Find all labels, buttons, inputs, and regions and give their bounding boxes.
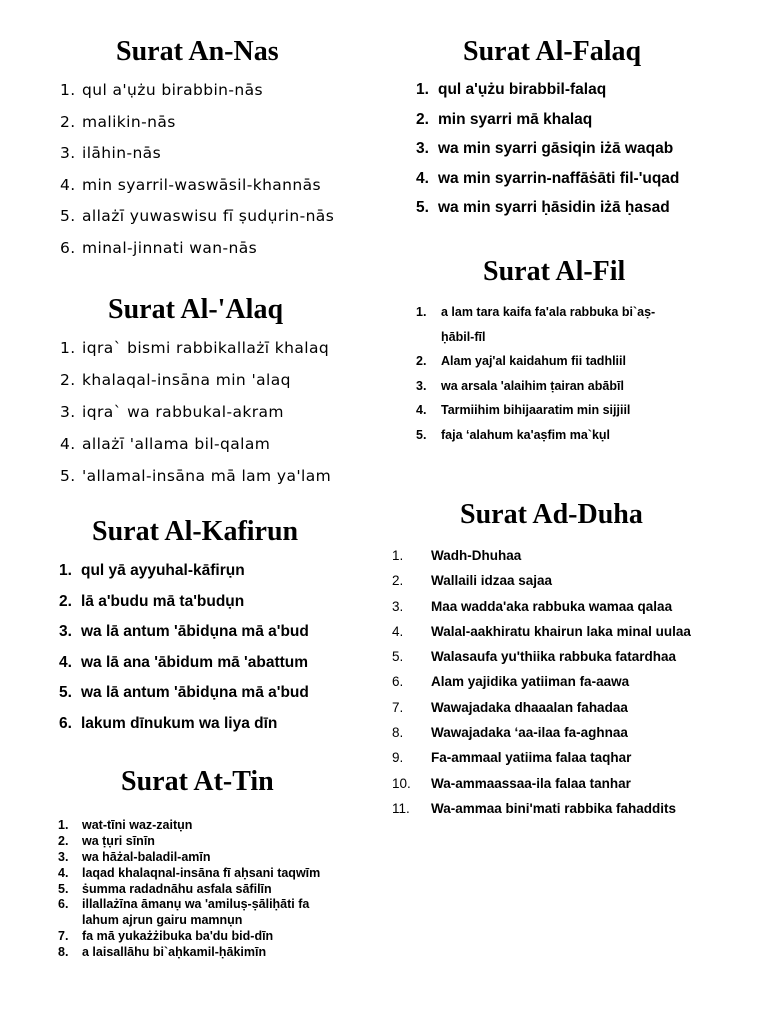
verse-list	[416, 305, 762, 453]
verse-number: 5.	[58, 881, 69, 896]
verse-number	[58, 913, 82, 929]
verse-item	[58, 866, 388, 882]
verse-item	[416, 354, 762, 379]
verse-number: 6.	[392, 674, 404, 690]
verse-text: khalaqal-insāna min 'alaq	[82, 371, 291, 389]
verse-number: 4.	[416, 403, 427, 418]
verse-number: 5.	[392, 649, 404, 665]
verse-item	[58, 850, 388, 866]
verse-item	[416, 170, 762, 200]
verse-text: wa min syarri ḥāsidin iżā ḥasad	[438, 199, 670, 216]
verse-text: wa min syarri gāsiqin iżā waqab	[438, 140, 674, 157]
verse-text: wa lā antum 'ābidụna mā a'bud	[81, 623, 309, 641]
verse-number	[416, 330, 441, 355]
verse-number: 1.	[416, 81, 429, 98]
verse-number: 3.	[59, 623, 72, 641]
verse-list	[60, 81, 388, 271]
verse-text: ṡumma radadnāhu asfala sāfilīn	[82, 881, 272, 896]
verse-item	[60, 144, 388, 176]
verse-number: 8.	[392, 725, 404, 741]
verse-number: 5.	[416, 199, 429, 216]
surah-at-tin	[58, 766, 388, 961]
verse-item	[392, 674, 762, 699]
verse-text: iqra` bismi rabbikallażī khalaq	[82, 339, 330, 357]
verse-text: wa hāżal-baladil-amīn	[82, 849, 211, 864]
verse-number: 4.	[392, 623, 404, 639]
verse-text: Wawajadaka ‘aa-ilaa fa-aghnaa	[431, 725, 628, 741]
verse-text: lahum ajrun gairu mamnụn	[82, 913, 243, 928]
verse-text: Tarmiihim bihijaaratim min sijjiil	[441, 403, 631, 418]
verse-number: 9.	[392, 750, 404, 766]
verse-number: 1.	[59, 562, 72, 579]
verse-item	[392, 725, 762, 750]
verse-text: Wallaili idzaa sajaa	[431, 573, 553, 589]
verse-text: Maa wadda'aka rabbuka wamaa qalaa	[431, 598, 673, 614]
verse-text: qul yā ayyuhal-kāfirụn	[81, 562, 245, 579]
verse-text: wat-tīni waz-zaitụn	[82, 818, 193, 832]
verse-number: 4.	[59, 653, 72, 671]
verse-number: 2.	[59, 592, 72, 610]
verse-item	[392, 599, 762, 624]
verse-item	[416, 81, 762, 111]
surah-al-alaq	[58, 294, 388, 499]
verse-item	[416, 330, 762, 355]
verse-item	[416, 403, 762, 428]
verse-number: 4.	[60, 435, 76, 453]
verse-number: 1.	[416, 305, 427, 319]
verse-item	[59, 654, 388, 685]
verse-number: 1.	[58, 818, 69, 832]
verse-item	[416, 428, 762, 453]
surah-al-falaq	[390, 36, 762, 229]
verse-list	[416, 81, 762, 229]
surah-title: Surat At-Tin	[121, 766, 274, 797]
verse-text: Wadh-Dhuhaa	[431, 548, 522, 563]
verse-number: 1.	[60, 339, 76, 357]
verse-text: minal-jinnati wan-nās	[82, 238, 258, 257]
verse-list	[60, 339, 388, 499]
verse-number: 2.	[392, 573, 404, 589]
verse-text: illallażīna āmanụ wa 'amiluṣ-ṣāliḥāti fa	[82, 897, 310, 912]
verse-item	[392, 776, 762, 801]
surah-title: Surat Ad-Duha	[460, 499, 643, 530]
verse-item	[59, 562, 388, 593]
surah-title: Surat Al-Fil	[483, 256, 626, 287]
verse-item	[416, 140, 762, 170]
verse-text: laqad khalaqnal-insāna fī aḥsani taqwīm	[82, 865, 321, 880]
verse-text: ḥābil-fīl	[441, 329, 486, 344]
surah-title: Surat An-Nas	[116, 36, 279, 67]
verse-text: wa min syarrin-naffāṡāti fil-'uqad	[438, 169, 680, 187]
verse-text: iqra` wa rabbukal-akram	[82, 403, 284, 421]
verse-item	[416, 379, 762, 404]
verse-text: wa lā antum 'ābidụna mā a'bud	[81, 684, 309, 702]
verse-item	[60, 81, 388, 113]
verse-text: Wa-ammaassaa-ila falaa tanhar	[431, 775, 631, 791]
verse-number: 11.	[392, 800, 410, 816]
verse-number: 5.	[416, 427, 427, 442]
surah-ad-duha	[390, 499, 762, 826]
verse-text: min syarril-waswāsil-khannās	[82, 175, 322, 194]
verse-item	[416, 199, 762, 229]
verse-item	[60, 339, 388, 371]
verse-number: 8.	[58, 945, 69, 960]
verse-number: 2.	[416, 354, 427, 369]
verse-text: malikin-nās	[82, 112, 176, 131]
verse-number: 3.	[416, 140, 429, 157]
verse-text: wa ṭụri sīnīn	[82, 833, 155, 848]
verse-number: 3.	[60, 403, 76, 421]
verse-number: 5.	[60, 207, 76, 226]
verse-item	[60, 467, 388, 499]
verse-item	[58, 913, 388, 929]
verse-item	[59, 623, 388, 654]
verse-number: 5.	[59, 684, 72, 702]
verse-text: qul a'ụżu birabbil-falaq	[438, 81, 607, 98]
verse-text: Walasaufa yu'thiika rabbuka fatardhaa	[431, 649, 677, 665]
verse-item	[58, 834, 388, 850]
verse-text: Alam yajidika yatiiman fa-aawa	[431, 674, 630, 690]
verse-number: 2.	[60, 112, 76, 131]
verse-number: 5.	[60, 467, 76, 485]
verse-item	[60, 176, 388, 208]
verse-item	[392, 649, 762, 674]
verse-number: 3.	[60, 144, 76, 163]
verse-text: allażī 'allama bil-qalam	[82, 435, 271, 453]
verse-item	[58, 882, 388, 898]
verse-number: 4.	[416, 169, 429, 187]
verse-text: Wawajadaka dhaaalan fahadaa	[431, 699, 628, 715]
verse-item	[58, 945, 388, 961]
verse-item	[60, 371, 388, 403]
verse-number: 1.	[60, 81, 76, 99]
verse-text: faja ‘alahum ka'aṣfim ma`kụl	[441, 427, 611, 442]
verse-item	[60, 403, 388, 435]
verse-number: 7.	[58, 929, 69, 944]
verse-number: 2.	[58, 833, 69, 848]
verse-item	[60, 207, 388, 239]
surah-an-nas	[58, 36, 388, 271]
verse-item	[392, 573, 762, 598]
verse-text: allażī yuwaswisu fī ṣudụrin-nās	[82, 207, 335, 226]
verse-text: min syarri mā khalaq	[438, 110, 593, 128]
verse-number: 10.	[392, 775, 411, 791]
verse-text: lā a'budu mā ta'budụn	[81, 592, 245, 610]
verse-list	[392, 548, 762, 826]
verse-text: Alam yaj'al kaidahum fii tadhliil	[441, 354, 626, 369]
verse-number: 4.	[60, 175, 76, 194]
verse-item	[416, 305, 762, 330]
verse-list	[58, 818, 388, 961]
verse-text: wa arsala 'alaihim ṭairan abābīl	[441, 378, 624, 393]
surah-al-kafirun	[58, 516, 388, 746]
surah-title: Surat Al-Kafirun	[92, 516, 299, 547]
verse-number: 7.	[392, 699, 404, 715]
verse-number: 3.	[416, 378, 427, 393]
verse-number: 2.	[416, 110, 429, 128]
verse-text: Fa-ammaal yatiima falaa taqhar	[431, 750, 632, 766]
verse-text: fa mā yukażżibuka ba'du bid-dīn	[82, 929, 274, 944]
verse-item	[58, 818, 388, 834]
verse-text: Wa-ammaa bini'mati rabbika fahaddits	[431, 800, 677, 816]
surah-al-fil	[390, 256, 762, 453]
verse-number: 2.	[60, 371, 76, 389]
verse-item	[60, 239, 388, 271]
surah-title: Surat Al-'Alaq	[108, 294, 284, 325]
verse-number: 6.	[59, 714, 72, 732]
verse-text: ilāhin-nās	[82, 144, 162, 163]
verse-item	[60, 435, 388, 467]
verse-text: a laisallāhu bi`aḥkamil-ḥākimīn	[82, 945, 267, 960]
verse-number: 1.	[392, 548, 404, 563]
verse-list	[59, 562, 388, 746]
verse-item	[60, 113, 388, 145]
verse-number: 3.	[392, 598, 404, 614]
verse-text: Walal-aakhiratu khairun laka minal uulaa	[431, 623, 691, 639]
verse-item	[59, 684, 388, 715]
verse-text: wa lā ana 'ābidum mā 'abattum	[81, 653, 309, 671]
verse-item	[58, 897, 388, 913]
verse-item	[392, 548, 762, 573]
verse-item	[58, 929, 388, 945]
verse-text: qul a'ụżu birabbin-nās	[82, 81, 263, 99]
verse-number: 4.	[58, 865, 69, 880]
verse-text: 'allamal-insāna mā lam ya'lam	[82, 467, 332, 485]
verse-item	[392, 624, 762, 649]
verse-item	[59, 593, 388, 624]
verse-number: 6.	[60, 238, 76, 257]
verse-number: 6.	[58, 897, 69, 912]
verse-text: lakum dīnukum wa liya dīn	[81, 714, 278, 732]
verse-item	[59, 715, 388, 746]
verse-number: 3.	[58, 849, 69, 864]
verse-item	[392, 750, 762, 775]
verse-text: a lam tara kaifa fa'ala rabbuka bi`aṣ-	[441, 305, 656, 319]
surah-title: Surat Al-Falaq	[463, 36, 642, 67]
verse-item	[392, 700, 762, 725]
verse-item	[392, 801, 762, 826]
verse-item	[416, 111, 762, 141]
